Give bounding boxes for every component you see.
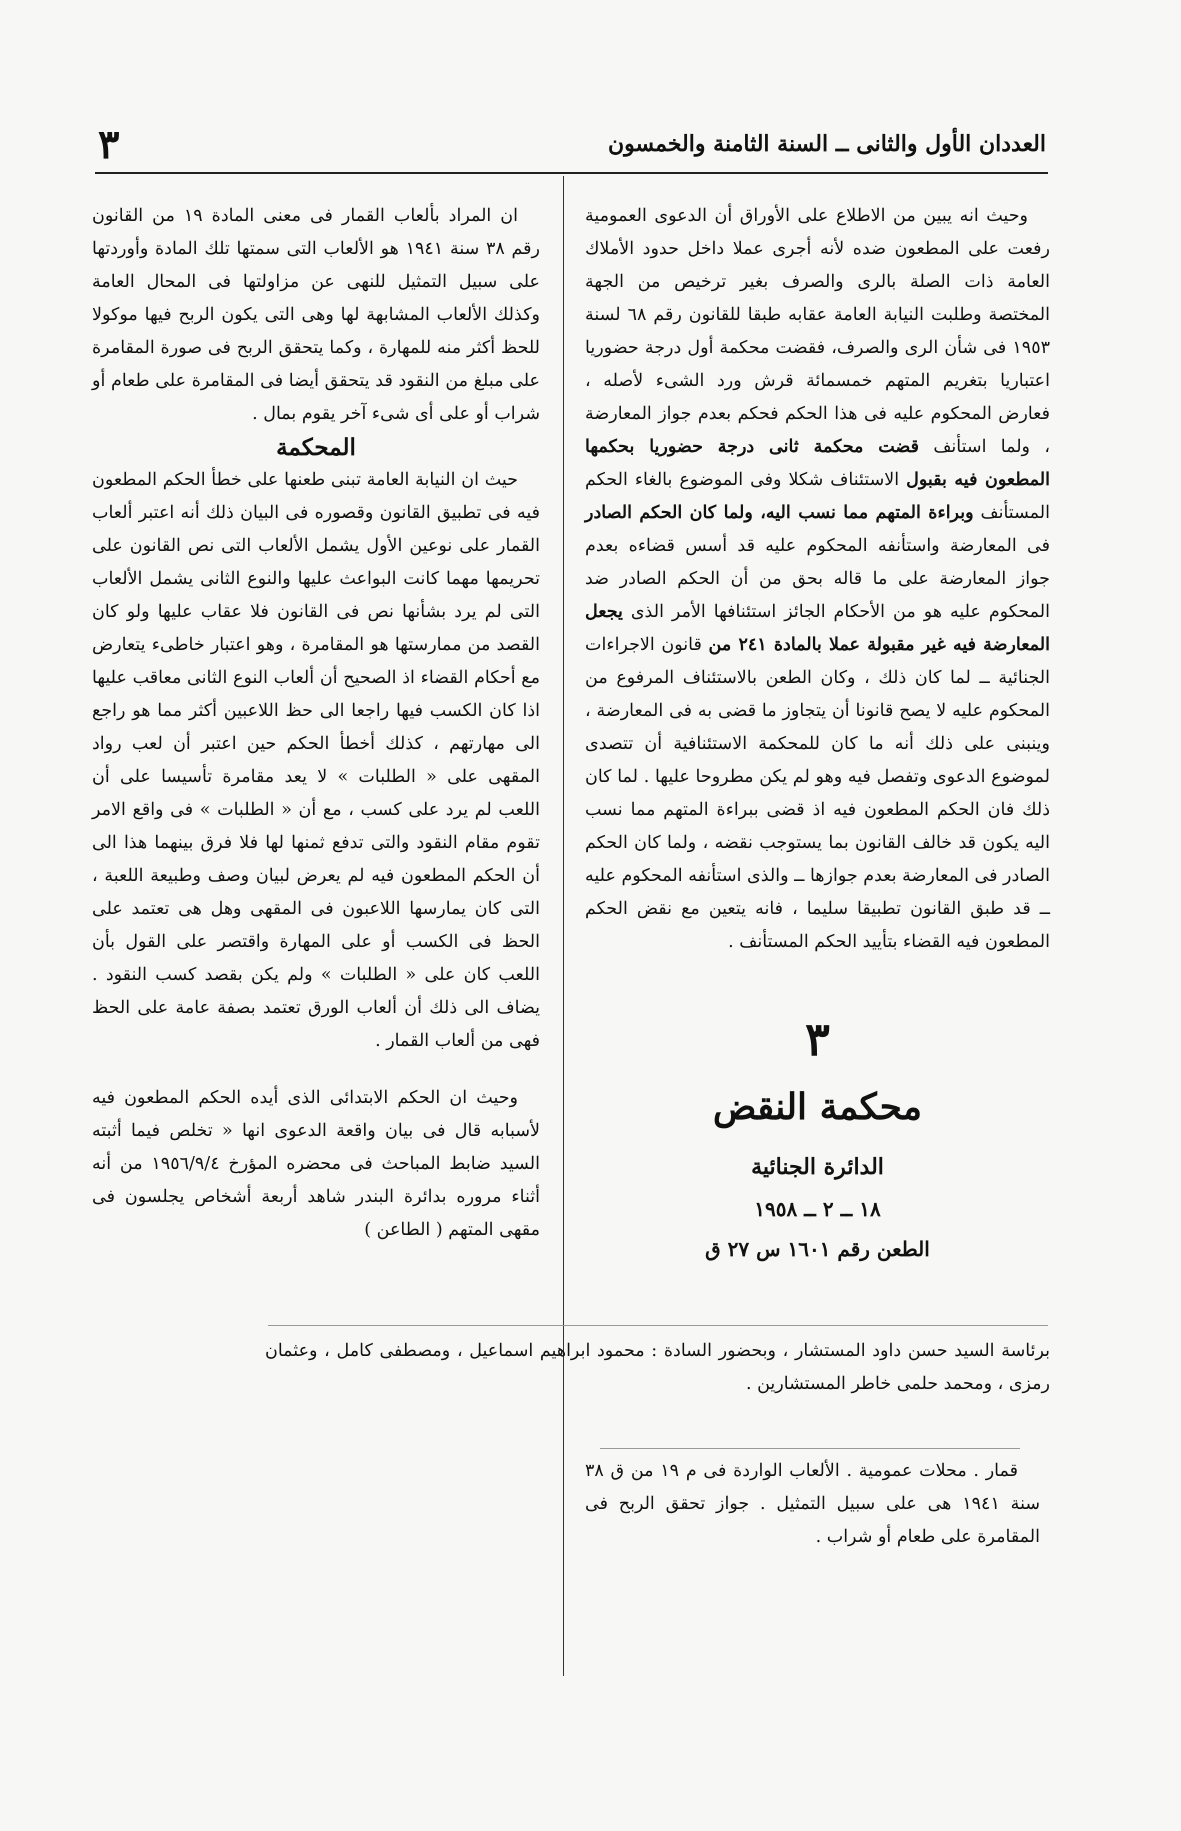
case-block (585, 1009, 1050, 1269)
case-summary-text: قمار . محلات عمومية . الألعاب الواردة فى م ١٩ من ق ٣٨ سنة ١٩٤١ هى على سبيل التمثيل . جواز تحقق الربح فى المقامرة على طعام أو شراب . (585, 1461, 1041, 1547)
right-text-a: وحيث انه يبين من الاطلاع على الأوراق أن الدعوى العمومية رفعت على المطعون ضده لأنه أجرى عملا داخل حدود الأملاك العامة ذات الصلة بالرى والصرف بغير ترخيص من الجهة المختصة وطلبت النيابة العامة عقابه طبقا للقانون رقم ٦٨ لسنة ١٩٥٣ فى شأن الرى والصرف، فقضت محكمة أول درجة حضوريا اعتباريا بتغريم المتهم خمسمائة قرش ورد الشىء لأصله ، فعارض المحكوم عليه فى هذا الحكم فحكم بعدم جواز المعارضة ، ولما استأنف (585, 206, 1051, 457)
case-summary (585, 1455, 1040, 1554)
court-name: محكمة النقض (712, 1086, 923, 1128)
right-text-b: الاستئناف شكلا وفى الموضوع بالغاء الحكم المستأنف (585, 470, 1050, 523)
left-paragraph-2: حيث ان النيابة العامة تبنى طعنها على خطأ الحكم المطعون فيه فى تطبيق القانون وقصوره فى البيان ذلك أنه اعتبر ألعاب القمار على نوعين الأول يشمل الألعاب التى نص القانون على تحريمها مهما كانت البواعث عليها والنوع الثانى يشمل الألعاب التى لم يرد بشأنها نص فى القانون فلا عقاب عليها ولو كان القصد من ممارستها هو المقامرة ، وهو اعتبار خاطىء يتعارض مع أحكام القضاء اذ الصحيح أن ألعاب النوع الثانى معاقب عليها اذا كان الكسب فيها راجعا الى حظ اللاعبين أكثر مما هو راجع الى مهارتهم ، كذلك أخطأ الحكم حين اعتبر أن لعب رواد المقهى على « الطلبات » لا يعد مقامرة تأسيسا على أن اللعب لم يرد على كسب ، مع أن « الطلبات » فى واقع الامر تقوم مقام النقود والتى تدفع ثمنها لها فلا فرق بينهما هذا الى أن الحكم المطعون فيه لم يعرض لبيان وصف وطبيعة اللعبة ، التى كان يمارسها اللاعبون فى المقهى وهل هى تعتمد على الحظ فى الكسب أو على المهارة واقتصر على القول بأن اللعب كان على « الطلبات » ولم يكن بقصد كسب النقود . يضاف الى ذلك أن ألعاب الورق تعتمد بصفة عامة على الحظ فهى من ألعاب القمار . (92, 470, 540, 1051)
summary-rule (600, 1448, 1020, 1449)
panel-rule (268, 1325, 1048, 1326)
judges-panel-text: برئاسة السيد حسن داود المستشار ، وبحضور السادة : محمود ابراهيم اسماعيل ، ومصطفى كامل ، وعثمان رمزى ، ومحمد حلمى خاطر المستشارين . (265, 1341, 1050, 1394)
header-rule (95, 172, 1048, 174)
appeal-number: الطعن رقم ١٦٠١ س ٢٧ ق (705, 1237, 930, 1261)
paragraph-spacer (92, 1058, 540, 1082)
section-heading: المحكمة (276, 434, 356, 461)
case-number: ٣ (805, 1012, 830, 1066)
case-date: ١٨ ــ ٢ ــ ١٩٥٨ (754, 1197, 881, 1221)
right-text-bold-a: قضت محكمة ثانى درجة حضوريا بحكمها المطعون فيه بقبول (585, 437, 1050, 490)
column-divider (563, 176, 564, 1676)
left-paragraph-1: ان المراد بألعاب القمار فى معنى المادة ١٩ من القانون رقم ٣٨ سنة ١٩٤١ هو الألعاب التى سمتها تلك المادة وأوردتها على سبيل التمثيل للنهى عن مزاولتها فى المحال العامة وكذلك الألعاب المشابهة لها وهى التى يكون الربح فيها موكولا للحظ أكثر منه للمهارة ، وكما يتحقق الربح فى صورة المقامرة على مبلغ من النقود قد يتحقق أيضا فى المقامرة على طعام أو شراب أو على أى شىء آخر يقوم بمال . (92, 206, 541, 424)
page-number: ٣ (98, 120, 120, 168)
right-column (585, 200, 1050, 1269)
chamber-name: الدائرة الجنائية (751, 1154, 884, 1180)
page-header (98, 122, 1046, 166)
right-text-c: فى المعارضة واستأنفه المحكوم عليه قد أسس قضاءه بعدم جواز المعارضة على ما قاله بحق من أن الحكم الصادر ضد المحكوم عليه هو من الأحكام الجائز استئنافها الأمر الذى (585, 536, 1050, 622)
judges-panel (265, 1335, 1050, 1401)
right-text-bold-c: يجعل المعارضة فيه غير مقبولة عملا بالمادة ٢٤١ من (585, 602, 1050, 655)
left-paragraph-3: وحيث ان الحكم الابتدائى الذى أيده الحكم المطعون فيه لأسبابه قال فى بيان واقعة الدعوى انها « تخلص فيما أثبته السيد ضابط المباحث فى محضره المؤرخ ١٩٥٦/٩/٤ من أنه أثناء مروره بدائرة البندر شاهد أربعة أشخاص يجلسون فى مقهى المتهم ( الطاعن ) (92, 1088, 540, 1240)
running-title: العددان الأول والثانى ــ السنة الثامنة والخمسون (607, 131, 1046, 157)
right-text-d: قانون الاجراءات الجنائية ــ لما كان ذلك ، وكان الطعن بالاستئناف المرفوع من المحكوم عليه لا يصح قانونا أن يتجاوز ما قضى به فى المعارضة ، وينبنى على ذلك أنه ما كان للمحكمة الاستئنافية أن تتصدى لموضوع الدعوى وتفصل فيه وهو لم يكن مطروحا عليها . لما كان ذلك فان الحكم المطعون فيه اذ قضى ببراءة المتهم مما نسب اليه يكون قد خالف القانون بما يستوجب نقضه ، ولما كان الحكم الصادر فى المعارضة بعدم جوازها ــ والذى استأنفه المحكوم عليه ــ قد طبق القانون تطبيقا سليما ، فانه يتعين مع نقض الحكم المطعون فيه القضاء بتأييد الحكم المستأنف . (585, 635, 1050, 952)
left-column (92, 200, 540, 1247)
right-paragraph-1 (585, 200, 1050, 959)
right-text-bold-b: وبراءة المتهم مما نسب اليه، ولما كان الحكم الصادر (585, 503, 974, 523)
